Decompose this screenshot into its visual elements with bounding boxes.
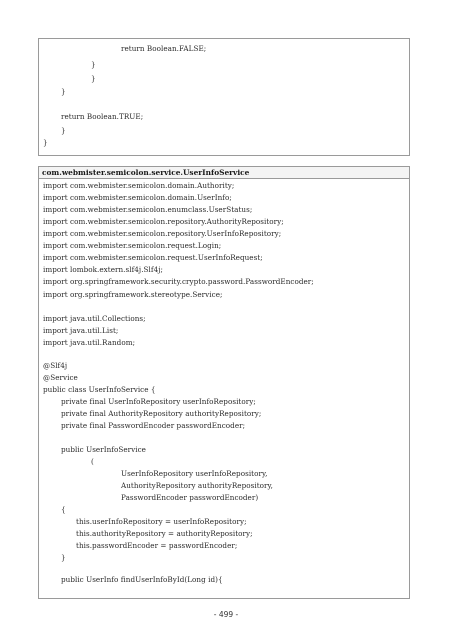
code-line: return Boolean.FALSE; xyxy=(121,44,207,53)
code-line: UserInfoRepository userInfoRepository, xyxy=(121,468,268,478)
code-line: public UserInfoService xyxy=(61,444,146,454)
code-line: } xyxy=(61,87,66,96)
code-line: private final PasswordEncoder passwordEncoder; xyxy=(61,421,246,431)
code-line: } xyxy=(61,553,66,562)
code-line: import java.util.Collections; xyxy=(43,313,146,323)
code-line: import com.webmister.semicolon.domain.Authority; xyxy=(43,181,235,190)
code-line: import com.webmister.semicolon.domain.UserInfo; xyxy=(43,193,232,203)
code-line: public class UserInfoService { xyxy=(43,385,156,395)
code-line: import com.webmister.semicolon.request.Login; xyxy=(43,241,222,251)
code-line: private final UserInfoRepository userInfoRepository; xyxy=(61,397,256,407)
code-line: this.userInfoRepository = userInfoRepository; xyxy=(76,516,247,526)
code-line: public UserInfo findUserInfoById(Long id){ xyxy=(61,575,223,585)
code-line: @Slf4j xyxy=(43,360,68,370)
code-line: import com.webmister.semicolon.repository.AuthorityRepository; xyxy=(43,217,284,227)
code-line: import lombok.extern.slf4j.Slf4j; xyxy=(43,265,163,275)
page-number: - 499 - xyxy=(213,610,239,619)
code-line: this.passwordEncoder = passwordEncoder; xyxy=(76,540,238,550)
code-line: import org.springframework.security.crypto.password.PasswordEncoder; xyxy=(43,277,314,287)
code-line: } xyxy=(61,126,66,135)
code-line: { xyxy=(61,504,66,514)
code-line: this.authorityRepository = authorityRepository; xyxy=(76,528,253,538)
code-line: return Boolean.TRUE; xyxy=(61,112,144,121)
code-line: import java.util.Random; xyxy=(43,337,136,347)
code-line: import com.webmister.semicolon.enumclass.UserStatus; xyxy=(43,205,253,215)
code-line: import java.util.List; xyxy=(43,325,119,335)
code-block-continuation xyxy=(38,38,410,156)
code-line: @Service xyxy=(43,373,78,382)
code-block-userinfoservice xyxy=(38,166,410,599)
code-line: } xyxy=(91,74,96,83)
code-line: import com.webmister.semicolon.request.UserInfoRequest; xyxy=(43,253,263,263)
code-line: AuthorityRepository authorityRepository, xyxy=(121,480,273,490)
code-block-title: com.webmister.semicolon.service.UserInfoService xyxy=(42,168,250,177)
code-line: } xyxy=(43,138,48,147)
code-line: import com.webmister.semicolon.repository.UserInfoRepository; xyxy=(43,229,282,239)
code-line: private final AuthorityRepository authorityRepository; xyxy=(61,409,262,419)
code-line: } xyxy=(91,60,96,69)
code-line: import org.springframework.stereotype.Service; xyxy=(43,289,223,299)
code-line: ( xyxy=(91,456,94,466)
code-line: PasswordEncoder passwordEncoder) xyxy=(121,492,259,502)
code-block-header xyxy=(39,167,409,179)
